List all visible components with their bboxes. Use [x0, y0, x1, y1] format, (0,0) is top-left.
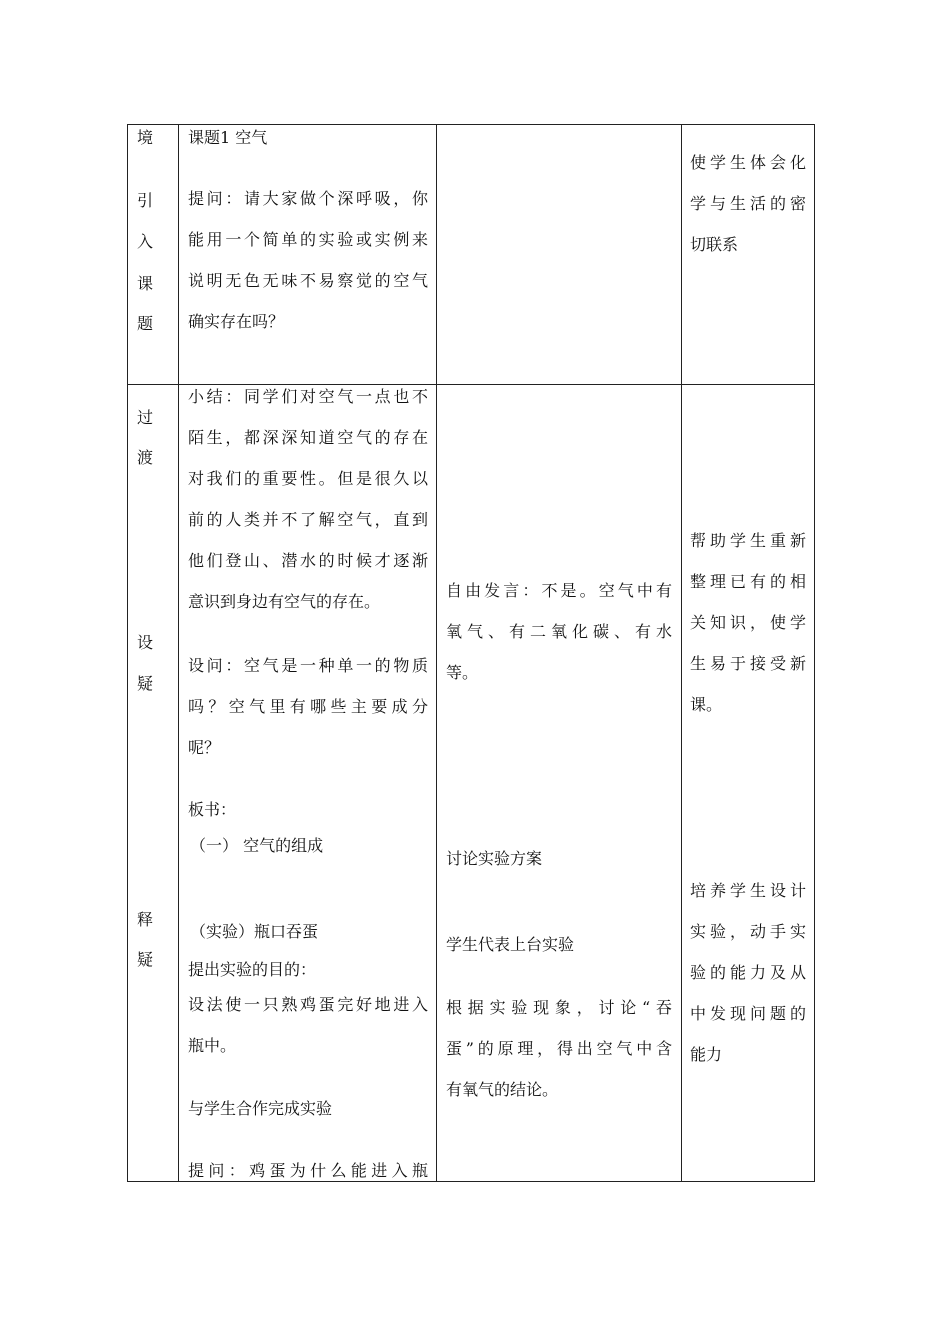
- text-line: 课。: [690, 695, 723, 714]
- stage-char: 疑: [137, 950, 154, 969]
- final-question: [188, 1150, 428, 1191]
- text-line: 陌生，都深深知道空气的存在: [188, 428, 428, 447]
- teacher-question-2: [188, 645, 428, 768]
- text-line: 能力: [690, 1045, 723, 1064]
- design-intent-2: [690, 870, 806, 1075]
- text-line: 说明无色无味不易察觉的空气: [188, 271, 428, 290]
- teacher-question: [188, 178, 428, 342]
- table-border-left: [127, 124, 128, 1182]
- purpose-label: 提出实验的目的：: [188, 960, 317, 979]
- student-conclusion: [446, 987, 672, 1110]
- board-heading: （一） 空气的组成: [190, 836, 324, 855]
- board-label: 板书：: [188, 800, 237, 819]
- column-divider-2: [436, 124, 437, 1182]
- stage-char: 释: [137, 910, 154, 929]
- text-line: 使学生体会化: [690, 153, 806, 172]
- text-line: 等。: [446, 663, 479, 682]
- text-line: 自由发言：不是。空气中有: [446, 581, 672, 600]
- text-line: 设问：空气是一种单一的物质: [188, 656, 428, 675]
- column-divider-3: [681, 124, 682, 1182]
- text-line: 小结：同学们对空气一点也不: [188, 387, 428, 406]
- text-line: 吗？空气里有哪些主要成分: [188, 697, 428, 716]
- lesson-title: 课题1 空气: [188, 128, 268, 147]
- cooperate-text: 与学生合作完成实验: [188, 1099, 333, 1118]
- text-line: 瓶中。: [188, 1036, 237, 1055]
- stage-char: 入: [137, 232, 154, 251]
- stage-char: 境: [137, 128, 154, 147]
- text-line: 对我们的重要性。但是很久以: [188, 469, 428, 488]
- text-line: 呢？: [188, 738, 221, 757]
- stage-char: 疑: [137, 674, 154, 693]
- text-line: 验的能力及从: [690, 963, 806, 982]
- stage-char: 渡: [137, 448, 154, 467]
- stage-char: 课: [137, 274, 154, 293]
- text-line: 培养学生设计: [690, 881, 806, 900]
- experiment-label: （实验）瓶口吞蛋: [190, 922, 319, 941]
- text-line: 关知识，使学: [690, 613, 806, 632]
- text-line: 蛋”的原理，得出空气中含: [446, 1039, 672, 1058]
- text-line: 根据实验现象，讨论“吞: [446, 998, 672, 1017]
- student-discuss: 讨论实验方案: [446, 849, 543, 868]
- stage-char: 引: [137, 191, 154, 210]
- text-line: 设法使一只熟鸡蛋完好地进入: [188, 995, 428, 1014]
- text-line: 他们登山、潜水的时候才逐渐: [188, 551, 428, 570]
- student-answer: [446, 570, 672, 693]
- text-line: 有氧气的结论。: [446, 1080, 559, 1099]
- text-line: 提问：请大家做个深呼吸，你: [188, 189, 428, 208]
- purpose-text: [188, 984, 428, 1066]
- text-line: 帮助学生重新: [690, 531, 806, 550]
- student-demo: 学生代表上台实验: [446, 935, 575, 954]
- text-line: 实验，动手实: [690, 922, 806, 941]
- table-border-right: [814, 124, 815, 1182]
- text-line: 学与生活的密: [690, 194, 806, 213]
- text-line: 整理已有的相: [690, 572, 806, 591]
- stage-char: 题: [137, 314, 154, 333]
- text-line: 提问：鸡蛋为什么能进入瓶: [188, 1161, 428, 1180]
- text-line: 切联系: [690, 235, 739, 254]
- text-line: 中发现问题的: [690, 1004, 806, 1023]
- text-line: 前的人类并不了解空气，直到: [188, 510, 428, 529]
- text-line: 氧气、有二氧化碳、有水: [446, 622, 672, 641]
- design-intent: [690, 142, 806, 265]
- text-line: 能用一个简单的实验或实例来: [188, 230, 428, 249]
- text-line: 确实存在吗？: [188, 312, 285, 331]
- table-border-top: [127, 124, 815, 125]
- stage-char: 设: [137, 633, 154, 652]
- stage-char: 过: [137, 408, 154, 427]
- design-intent-1: [690, 520, 806, 725]
- text-line: 意识到身边有空气的存在。: [188, 592, 381, 611]
- teacher-summary: [188, 376, 428, 622]
- text-line: 生易于接受新: [690, 654, 806, 673]
- column-divider-1: [178, 124, 179, 1182]
- lesson-plan-table: [127, 124, 815, 1182]
